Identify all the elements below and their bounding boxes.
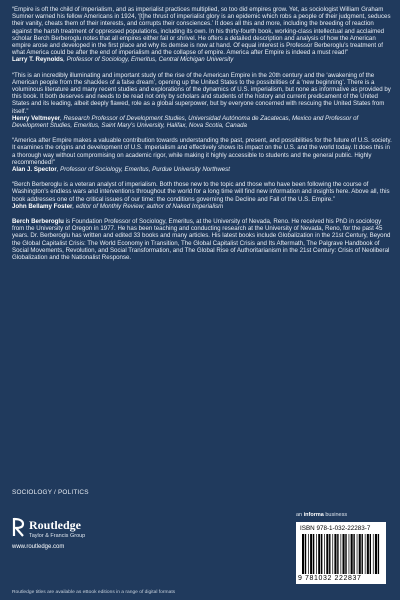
- publisher-url: www.routledge.com: [12, 544, 65, 550]
- author-bio: [12, 218, 392, 261]
- barcode-bar: [337, 534, 338, 574]
- barcode-box: [296, 522, 386, 584]
- quote-author: Larry T. Reynolds: [12, 56, 64, 64]
- publisher-group: Taylor & Francis Group: [29, 533, 86, 539]
- barcode-bar: [362, 534, 363, 574]
- quote-author-title: , Professor of Sociology, Emeritus, Central Michigan University: [63, 56, 234, 64]
- quote-attribution: [12, 115, 392, 129]
- barcode: [302, 534, 380, 574]
- barcode-bar: [334, 534, 336, 574]
- informa-suffix: business: [323, 512, 348, 518]
- barcode-bar: [310, 534, 312, 574]
- ean-digits: 9 781032 222837: [298, 575, 362, 582]
- quote-attribution: [12, 56, 392, 63]
- subject-category: SOCIOLOGY / POLITICS: [12, 489, 89, 496]
- barcode-bar: [343, 534, 345, 574]
- barcode-bar: [341, 534, 342, 574]
- barcode-bar: [316, 534, 317, 574]
- barcode-bar: [329, 534, 330, 574]
- quote-text: “Empire is oft the child of imperialism, and as imperialist practices multiplied, so too did empires grow. Yet, as sociologist William Graham Sumner warned his fellow Americans in 1924, ‘[t]he thrust of imperialist glory is an epidemic which robs a people of their judgment, seduces their vanity, cheats them of their interests, and corrupts their consciences.’ It does all this and more, including the breeding of reaction against the harsh treatment of oppressed populations, including its own. In his thirty-fourth book, working-class intellectual and acclaimed scholar Berch Berberoglu notes that all empires either fail or shrivel. He offers a detailed description and analysis of how the American empire arose and developed in the first place and why its demise is now at hand. Of equal interest is Professor Berberoglu’s treatment of what America could be after the end of imperialism and the collapse of empire. America after Empire is indeed a must read!”: [12, 6, 391, 57]
- quote-attribution: [12, 166, 392, 173]
- isbn-label: ISBN 978-1-032-22283-7: [300, 525, 371, 532]
- author-bio-text: is Foundation Professor of Sociology, Emeritus, at the University of Nevada, Reno. He received his PhD in sociology from the University of Oregon in 1977. He has been teaching and conducting research at the University of Nevada, Reno, for the past 45 years. Dr. Berberoglu has written and edited 33 books and many articles. His latest books include Globalization in the 21st Century, Beyond the Global Capitalist Crisis: The World Economy in Transition, The Global Capitalist Crisis and Its Aftermath, The Palgrave Handbook of Social Movements, Revolution, and Social Transformation, and The Global Rise of Authoritarianism in the 21st Century: Crisis of Neoliberal Globalization and the Nationalist Response.: [12, 218, 391, 262]
- barcode-bar: [326, 534, 328, 574]
- barcode-bar: [302, 534, 304, 574]
- quote-attribution: [12, 203, 392, 210]
- barcode-bar: [349, 534, 350, 574]
- barcode-bar: [351, 534, 353, 574]
- informa-name: informa: [303, 512, 324, 518]
- quote-text: “America after Empire makes a valuable contribution towards understanding the past, present, and possibilities for the future of U.S. society. It examines the origins and development of U.S. imperialism and effectively shows its impact on the U.S. and the world today. It does this in a thorough way without compromising on academic rigor, while making it highly accessible to students and the general public. Highly recommended!”: [12, 137, 392, 166]
- barcode-bar: [378, 534, 379, 574]
- author-name: Berch Berberoglu: [12, 218, 64, 226]
- barcode-bar: [365, 534, 366, 574]
- ebook-notice: Routledge titles are available as eBook editions in a range of digital formats: [12, 590, 176, 595]
- quote-author-title: , Research Professor of Development Studies, Universidad Autónoma de Zacatecas, Mexico and Professor of Development Studies, Emeritus, Saint Mary’s University, Halifax, Nova Scotia, Canada: [12, 114, 359, 130]
- routledge-r-icon: [12, 516, 26, 538]
- barcode-bar: [318, 534, 320, 574]
- barcode-bar: [359, 534, 361, 574]
- barcode-bar: [373, 534, 374, 574]
- publisher-name: Routledge: [29, 518, 81, 532]
- quote-author-title: , Professor of Sociology, Emeritus, Purdue University Northwest: [56, 166, 230, 174]
- barcode-bar: [367, 534, 369, 574]
- barcode-bar: [305, 534, 306, 574]
- barcode-bar: [308, 534, 309, 574]
- barcode-bar: [313, 534, 314, 574]
- quote-text: “Berch Berberoglu is a veteran analyst of imperialism. Both those new to the topic and those who have been following the course of Washington’s endless wars and interventions throughout the world for a long time will find new information and insights here. Above all, this book addresses one of the critical issues of our time: the conditions governing the Decline and Fall of the U.S. Empire.”: [12, 181, 390, 203]
- barcode-bar: [353, 534, 354, 574]
- barcode-bar: [375, 534, 377, 574]
- barcode-bar: [357, 534, 358, 574]
- quote-author: Henry Veltmeyer: [12, 114, 61, 122]
- quote-author: Alan J. Spector: [12, 166, 57, 174]
- informa-prefix: an: [296, 512, 304, 518]
- quote-text: “This is an incredibly illuminating and important study of the rise of the American Empire in the 20th century and the ‘awakening of the American people from the shackles of a false dream’, opening up the United States to the possibilities of a ‘new beginning’. There is a voluminous literature and many recent studies and explorations of the dynamics of U.S. imperialism, but none as informative as provided by this book. It both deserves and needs to be read not only by scholars and students of the history and current predicament of the United States and its leading, albeit deeply flawed, role as a global superpower, but by everyone concerned with rescuing the United States from itself.”: [12, 71, 391, 115]
- quote-author-title: , editor of Monthly Review; author of Naked Imperialism: [72, 202, 224, 210]
- barcode-bar: [324, 534, 325, 574]
- barcode-bar: [332, 534, 333, 574]
- informa-tagline: [296, 512, 347, 518]
- barcode-bar: [370, 534, 371, 574]
- barcode-bar: [321, 534, 322, 574]
- endorsements: [12, 6, 392, 261]
- barcode-bar: [345, 534, 346, 574]
- quote-author: John Bellamy Foster: [12, 202, 73, 210]
- quote-list: [12, 6, 392, 210]
